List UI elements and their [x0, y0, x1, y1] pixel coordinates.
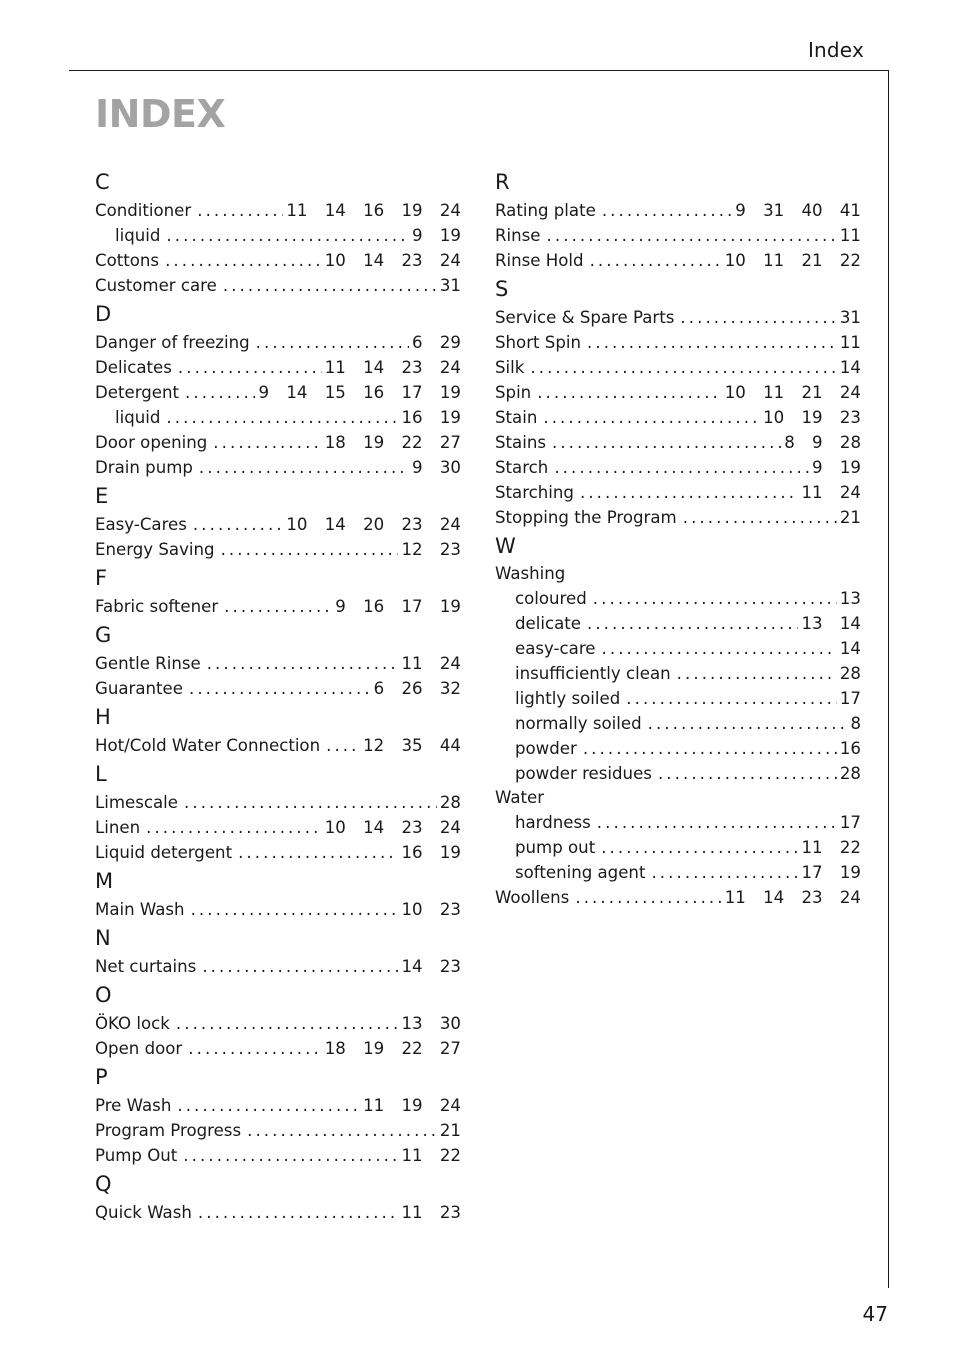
dot-leader — [626, 686, 837, 711]
entry-page-numbers: 17 — [839, 813, 861, 832]
index-letter-heading: L — [95, 762, 107, 786]
entry-term: Net curtains — [95, 957, 197, 976]
index-subentry — [495, 586, 861, 611]
dot-leader — [537, 380, 722, 405]
running-header: Index — [807, 38, 864, 62]
entry-term: Main Wash — [95, 900, 185, 919]
index-letter-heading: W — [495, 534, 516, 558]
dot-leader — [198, 1200, 399, 1225]
index-entry — [495, 885, 861, 910]
dot-leader — [184, 790, 437, 815]
dot-leader — [189, 676, 371, 701]
entry-page-numbers: 13 30 — [401, 1014, 461, 1033]
entry-term: ÖKO lock — [95, 1014, 170, 1033]
entry-term: Water — [495, 788, 545, 807]
entry-page-numbers: 11 24 — [801, 483, 861, 502]
index-entry — [95, 790, 461, 815]
index-subentry — [95, 223, 461, 248]
dot-leader — [177, 1093, 360, 1118]
dot-leader — [602, 198, 732, 223]
index-letter-heading: F — [95, 566, 108, 590]
entry-page-numbers: 11 14 16 19 24 — [286, 201, 461, 220]
dot-leader — [587, 330, 837, 355]
dot-leader — [593, 586, 837, 611]
dot-leader — [193, 512, 283, 537]
index-entry — [95, 1036, 461, 1061]
index-entry — [95, 651, 461, 676]
entry-page-numbers: 13 — [839, 589, 861, 608]
index-entry — [95, 330, 461, 355]
dot-leader — [166, 223, 409, 248]
index-entry — [95, 676, 461, 701]
index-entry — [495, 786, 861, 810]
index-entry — [95, 198, 461, 223]
entry-page-numbers: 28 — [439, 793, 461, 812]
dot-leader — [648, 711, 848, 736]
entry-term: Danger of freezing — [95, 333, 250, 352]
index-entry — [495, 198, 861, 223]
dot-leader — [680, 305, 836, 330]
entry-page-numbers: 21 — [839, 508, 861, 527]
entry-term: Conditioner — [95, 201, 192, 220]
entry-term: Cottons — [95, 251, 160, 270]
entry-term: lightly soiled — [515, 689, 621, 708]
index-entry — [95, 1118, 461, 1143]
entry-page-numbers: 18 19 22 27 — [324, 433, 461, 452]
index-entry — [95, 380, 461, 405]
entry-page-numbers: 28 — [839, 764, 861, 783]
dot-leader — [178, 355, 322, 380]
entry-term: Fabric softener — [95, 597, 219, 616]
entry-term: powder residues — [515, 764, 652, 783]
entry-term: coloured — [515, 589, 587, 608]
entry-term: Stopping the Program — [495, 508, 677, 527]
dot-leader — [188, 1036, 321, 1061]
index-subentry — [495, 736, 861, 761]
index-entry — [95, 954, 461, 979]
entry-page-numbers: 13 14 — [801, 614, 861, 633]
index-letter-heading: N — [95, 926, 111, 950]
entry-term: Hot/Cold Water Connection — [95, 736, 321, 755]
entry-page-numbers: 14 — [839, 639, 861, 658]
dot-leader — [587, 611, 799, 636]
index-entry — [95, 1200, 461, 1225]
index-entry — [95, 1011, 461, 1036]
entry-term: powder — [515, 739, 577, 758]
entry-term: Starching — [495, 483, 574, 502]
index-entry — [495, 480, 861, 505]
entry-page-numbers: 14 — [839, 358, 861, 377]
dot-leader — [590, 248, 722, 273]
entry-page-numbers: 11 23 — [401, 1203, 461, 1222]
dot-leader — [146, 815, 322, 840]
entry-term: hardness — [515, 813, 591, 832]
index-subentry — [495, 761, 861, 786]
entry-term: insufficiently clean — [515, 664, 671, 683]
dot-leader — [552, 430, 781, 455]
entry-term: Guarantee — [95, 679, 183, 698]
index-entry — [495, 455, 861, 480]
entry-term: Starch — [495, 458, 549, 477]
dot-leader — [543, 405, 760, 430]
index-entry — [495, 405, 861, 430]
index-entry — [495, 505, 861, 530]
entry-page-numbers: 10 14 23 24 — [324, 818, 461, 837]
dot-leader — [583, 736, 837, 761]
dot-leader — [191, 897, 399, 922]
dot-leader — [202, 954, 398, 979]
entry-page-numbers: 17 — [839, 689, 861, 708]
entry-page-numbers: 12 35 44 — [363, 736, 461, 755]
page-title: INDEX — [95, 92, 226, 136]
entry-page-numbers: 11 24 — [401, 654, 461, 673]
index-letter-heading: D — [95, 302, 112, 326]
index-subentry — [95, 405, 461, 430]
index-entry — [495, 248, 861, 273]
entry-page-numbers: 11 22 — [801, 838, 861, 857]
entry-page-numbers: 11 22 — [401, 1146, 461, 1165]
entry-page-numbers: 14 23 — [401, 957, 461, 976]
index-subentry — [495, 860, 861, 885]
dot-leader — [197, 198, 283, 223]
entry-term: Easy-Cares — [95, 515, 187, 534]
index-letter-heading: E — [95, 484, 109, 508]
entry-term: pump out — [515, 838, 596, 857]
index-entry — [495, 355, 861, 380]
entry-page-numbers: 10 14 20 23 24 — [286, 515, 461, 534]
entry-page-numbers: 10 11 21 22 — [724, 251, 861, 270]
page-number: 47 — [862, 1302, 888, 1326]
entry-term: Stains — [495, 433, 546, 452]
entry-page-numbers: 31 — [839, 308, 861, 327]
entry-page-numbers: 10 11 21 24 — [724, 383, 861, 402]
dot-leader — [199, 455, 409, 480]
index-letter-heading: Q — [95, 1172, 112, 1196]
index-entry — [95, 815, 461, 840]
entry-term: Woollens — [495, 888, 570, 907]
entry-page-numbers: 6 26 32 — [373, 679, 461, 698]
index-entry — [495, 223, 861, 248]
entry-page-numbers: 21 — [439, 1121, 461, 1140]
entry-page-numbers: 11 14 23 24 — [724, 888, 861, 907]
dot-leader — [224, 594, 332, 619]
entry-term: liquid — [115, 408, 161, 427]
entry-page-numbers: 12 23 — [401, 540, 461, 559]
dot-leader — [530, 355, 837, 380]
entry-term: Service & Spare Parts — [495, 308, 675, 327]
entry-term: Door opening — [95, 433, 208, 452]
index-letter-heading: O — [95, 983, 112, 1007]
index-entry — [495, 380, 861, 405]
dot-leader — [223, 273, 437, 298]
index-column-right — [495, 166, 861, 910]
index-letter-heading: C — [95, 170, 110, 194]
entry-page-numbers: 6 29 — [412, 333, 461, 352]
index-entry — [95, 1143, 461, 1168]
dot-leader — [185, 380, 255, 405]
dot-leader — [176, 1011, 399, 1036]
dot-leader — [326, 733, 360, 758]
entry-page-numbers: 8 9 28 — [784, 433, 861, 452]
entry-page-numbers: 9 19 — [812, 458, 861, 477]
entry-page-numbers: 18 19 22 27 — [324, 1039, 461, 1058]
entry-term: Program Progress — [95, 1121, 242, 1140]
entry-term: Rating plate — [495, 201, 596, 220]
entry-term: Rinse — [495, 226, 541, 245]
entry-term: liquid — [115, 226, 161, 245]
dot-leader — [183, 1143, 398, 1168]
index-letter-heading: G — [95, 623, 112, 647]
entry-term: Short Spin — [495, 333, 581, 352]
entry-page-numbers: 10 19 23 — [763, 408, 861, 427]
index-letter-heading: M — [95, 869, 114, 893]
entry-page-numbers: 10 14 23 24 — [324, 251, 461, 270]
index-subentry — [495, 835, 861, 860]
dot-leader — [597, 810, 837, 835]
dot-leader — [221, 537, 399, 562]
header-rule — [69, 70, 889, 71]
entry-page-numbers: 11 — [839, 226, 861, 245]
index-entry — [495, 562, 861, 586]
entry-term: Open door — [95, 1039, 183, 1058]
entry-page-numbers: 11 14 23 24 — [324, 358, 461, 377]
entry-term: normally soiled — [515, 714, 642, 733]
index-subentry — [495, 810, 861, 835]
entry-page-numbers: 28 — [839, 664, 861, 683]
index-subentry — [495, 711, 861, 736]
entry-term: Detergent — [95, 383, 179, 402]
index-entry — [95, 273, 461, 298]
index-letter-heading: R — [495, 170, 510, 194]
index-subentry — [495, 636, 861, 661]
entry-term: Linen — [95, 818, 141, 837]
index-entry — [95, 733, 461, 758]
entry-term: Silk — [495, 358, 525, 377]
index-letter-heading: S — [495, 277, 509, 301]
dot-leader — [165, 248, 322, 273]
dot-leader — [658, 761, 837, 786]
index-entry — [95, 1093, 461, 1118]
dot-leader — [554, 455, 809, 480]
entry-term: easy-care — [515, 639, 596, 658]
index-letter-heading: H — [95, 705, 111, 729]
entry-term: Pre Wash — [95, 1096, 172, 1115]
entry-term: Energy Saving — [95, 540, 215, 559]
entry-page-numbers: 9 30 — [412, 458, 461, 477]
dot-leader — [601, 835, 798, 860]
dot-leader — [238, 840, 398, 865]
dot-leader — [213, 430, 321, 455]
dot-leader — [547, 223, 837, 248]
entry-page-numbers: 31 — [439, 276, 461, 295]
entry-term: Liquid detergent — [95, 843, 233, 862]
dot-leader — [677, 661, 837, 686]
entry-term: Rinse Hold — [495, 251, 584, 270]
entry-page-numbers: 9 19 — [412, 226, 461, 245]
entry-term: softening agent — [515, 863, 646, 882]
dot-leader — [575, 885, 721, 910]
entry-term: Limescale — [95, 793, 178, 812]
index-subentry — [495, 661, 861, 686]
index-entry — [95, 248, 461, 273]
index-subentry — [495, 686, 861, 711]
entry-term: Drain pump — [95, 458, 193, 477]
index-entry — [95, 594, 461, 619]
entry-term: Gentle Rinse — [95, 654, 201, 673]
entry-page-numbers: 17 19 — [801, 863, 861, 882]
entry-page-numbers: 9 16 17 19 — [335, 597, 461, 616]
dot-leader — [580, 480, 799, 505]
index-entry — [95, 537, 461, 562]
entry-page-numbers: 9 14 15 16 17 19 — [258, 383, 461, 402]
dot-leader — [247, 1118, 437, 1143]
index-subentry — [495, 611, 861, 636]
entry-page-numbers: 8 — [850, 714, 861, 733]
margin-rule — [888, 70, 889, 1288]
entry-term: Customer care — [95, 276, 217, 295]
index-entry — [95, 355, 461, 380]
entry-term: Delicates — [95, 358, 172, 377]
dot-leader — [651, 860, 798, 885]
entry-page-numbers: 16 19 — [401, 843, 461, 862]
dot-leader — [166, 405, 398, 430]
entry-term: Spin — [495, 383, 532, 402]
index-letter-heading: P — [95, 1065, 108, 1089]
index-entry — [495, 305, 861, 330]
index-column-left — [95, 166, 461, 1225]
entry-term: Stain — [495, 408, 538, 427]
index-entry — [95, 430, 461, 455]
index-entry — [95, 455, 461, 480]
index-entry — [95, 840, 461, 865]
index-entry — [495, 330, 861, 355]
entry-term: Pump Out — [95, 1146, 178, 1165]
dot-leader — [602, 636, 837, 661]
dot-leader — [683, 505, 837, 530]
entry-page-numbers: 11 — [839, 333, 861, 352]
entry-term: Washing — [495, 564, 566, 583]
index-entry — [495, 430, 861, 455]
entry-page-numbers: 11 19 24 — [363, 1096, 461, 1115]
entry-term: Quick Wash — [95, 1203, 192, 1222]
index-entry — [95, 512, 461, 537]
entry-page-numbers: 16 — [839, 739, 861, 758]
index-entry — [95, 897, 461, 922]
entry-page-numbers: 9 31 40 41 — [735, 201, 861, 220]
dot-leader — [207, 651, 399, 676]
entry-page-numbers: 16 19 — [401, 408, 461, 427]
entry-term: delicate — [515, 614, 581, 633]
dot-leader — [256, 330, 409, 355]
entry-page-numbers: 10 23 — [401, 900, 461, 919]
